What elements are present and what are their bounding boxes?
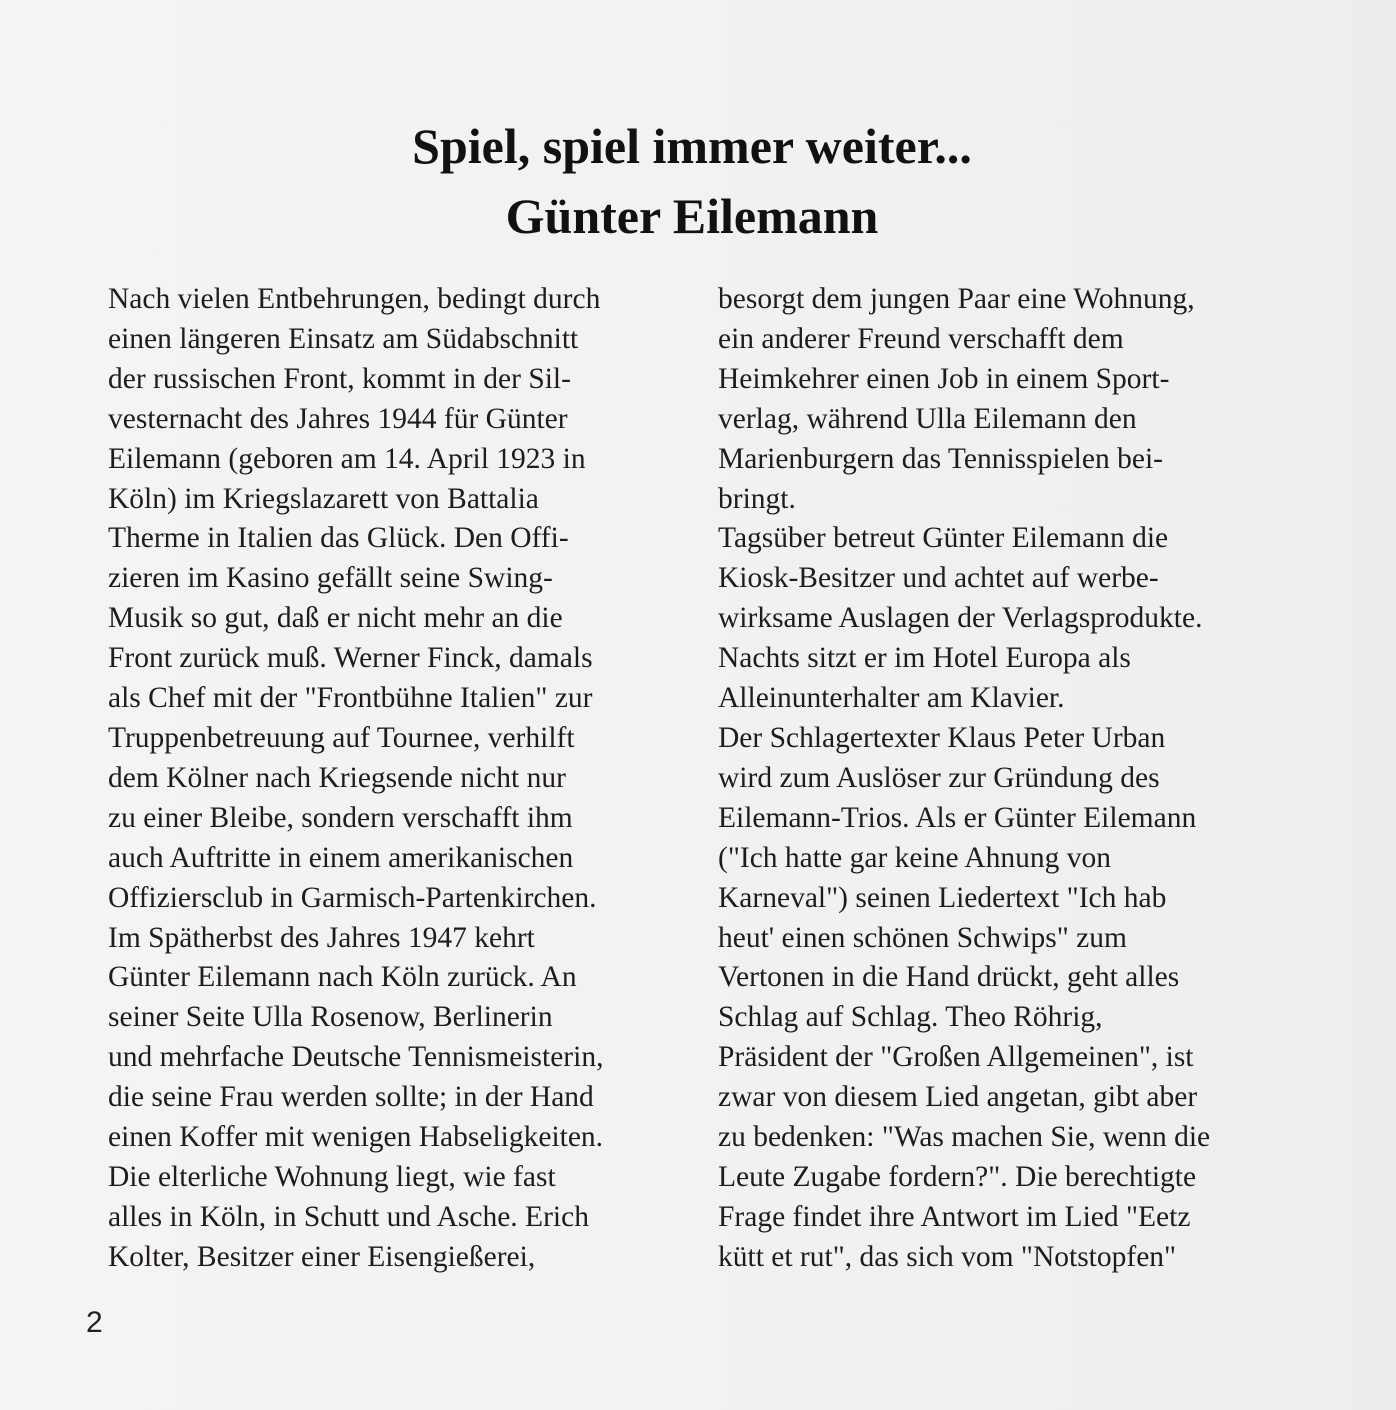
text-line: ("Ich hatte gar keine Ahnung von (718, 841, 1111, 874)
text-line: der russischen Front, kommt in der Sil- (108, 362, 571, 395)
text-line: Der Schlagertexter Klaus Peter Urban (718, 721, 1166, 754)
text-line: Heimkehrer einen Job in einem Sport- (718, 362, 1170, 395)
text-line: alles in Köln, in Schutt und Asche. Erich (108, 1200, 589, 1233)
text-line: Köln) im Kriegslazarett von Battalia (108, 482, 539, 515)
text-line: als Chef mit der "Frontbühne Italien" zur (108, 682, 593, 715)
left-text-column (108, 280, 673, 1278)
page-number: 2 (86, 1306, 103, 1339)
text-line: Vertonen in die Hand drückt, geht alles (718, 961, 1180, 994)
text-line: Kolter, Besitzer einer Eisengießerei, (108, 1240, 536, 1273)
text-line: Schlag auf Schlag. Theo Röhrig, (718, 1001, 1103, 1034)
text-line: Truppenbetreuung auf Tournee, verhilft (108, 721, 575, 754)
text-line: Offiziersclub in Garmisch-Partenkirchen. (108, 881, 597, 914)
text-line: Karneval") seinen Liedertext "Ich hab (718, 881, 1167, 914)
text-line: Marienburgern das Tennisspielen bei- (718, 442, 1163, 475)
text-line: Therme in Italien das Glück. Den Offi- (108, 522, 569, 555)
text-line: Die elterliche Wohnung liegt, wie fast (108, 1160, 556, 1193)
right-text-column (718, 280, 1290, 1278)
text-line: besorgt dem jungen Paar eine Wohnung, (718, 283, 1195, 315)
text-line: wirksame Auslagen der Verlagsprodukte. (718, 602, 1203, 635)
text-line: Eilemann-Trios. Als er Günter Eilemann (718, 801, 1197, 834)
text-line: verlag, während Ulla Eilemann den (718, 402, 1137, 435)
text-line: zu einer Bleibe, sondern verschafft ihm (108, 801, 573, 834)
text-line: Musik so gut, daß er nicht mehr an die (108, 602, 563, 635)
text-line: Front zurück muß. Werner Finck, damals (108, 642, 593, 675)
text-line: kütt et rut", das sich vom "Notstopfen" (718, 1240, 1177, 1273)
text-line: und mehrfache Deutsche Tennismeisterin, (108, 1041, 604, 1074)
text-line: Nachts sitzt er im Hotel Europa als (718, 642, 1131, 675)
text-line: heut' einen schönen Schwips" zum (718, 921, 1127, 954)
text-line: auch Auftritte in einem amerikanischen (108, 841, 574, 874)
text-line: Alleinunterhalter am Klavier. (718, 682, 1065, 715)
text-line: Präsident der "Großen Allgemeinen", ist (718, 1041, 1194, 1074)
text-line: Frage findet ihre Antwort im Lied "Eetz (718, 1200, 1191, 1233)
text-line: ein anderer Freund verschafft dem (718, 322, 1124, 355)
text-line: Tagsüber betreut Günter Eilemann die (718, 522, 1169, 555)
text-line: seiner Seite Ulla Rosenow, Berlinerin (108, 1001, 553, 1034)
text-line: dem Kölner nach Kriegsende nicht nur (108, 761, 566, 794)
text-line: einen Koffer mit wenigen Habseligkeiten. (108, 1121, 604, 1154)
text-line: zu bedenken: "Was machen Sie, wenn die (718, 1121, 1211, 1154)
text-line: Günter Eilemann nach Köln zurück. An (108, 961, 577, 994)
text-line: Kiosk-Besitzer und achtet auf werbe- (718, 562, 1159, 595)
text-line: einen längeren Einsatz am Südabschnitt (108, 322, 579, 355)
text-line: Im Spätherbst des Jahres 1947 kehrt (108, 921, 535, 954)
text-line: die seine Frau werden sollte; in der Hand (108, 1081, 594, 1114)
text-line: wird zum Auslöser zur Gründung des (718, 761, 1160, 794)
text-line: Nach vielen Entbehrungen, bedingt durch (108, 283, 601, 315)
title-line-2: Günter Eilemann (505, 188, 879, 244)
text-line: Eilemann (geboren am 14. April 1923 in (108, 442, 586, 475)
text-line: zieren im Kasino gefällt seine Swing- (108, 562, 553, 595)
text-line: bringt. (718, 482, 796, 515)
text-line: vesternacht des Jahres 1944 für Günter (108, 402, 568, 435)
text-line: zwar von diesem Lied angetan, gibt aber (718, 1081, 1198, 1114)
title-line-1: Spiel, spiel immer weiter... (412, 118, 972, 174)
text-line: Leute Zugabe fordern?". Die berechtigte (718, 1160, 1197, 1193)
